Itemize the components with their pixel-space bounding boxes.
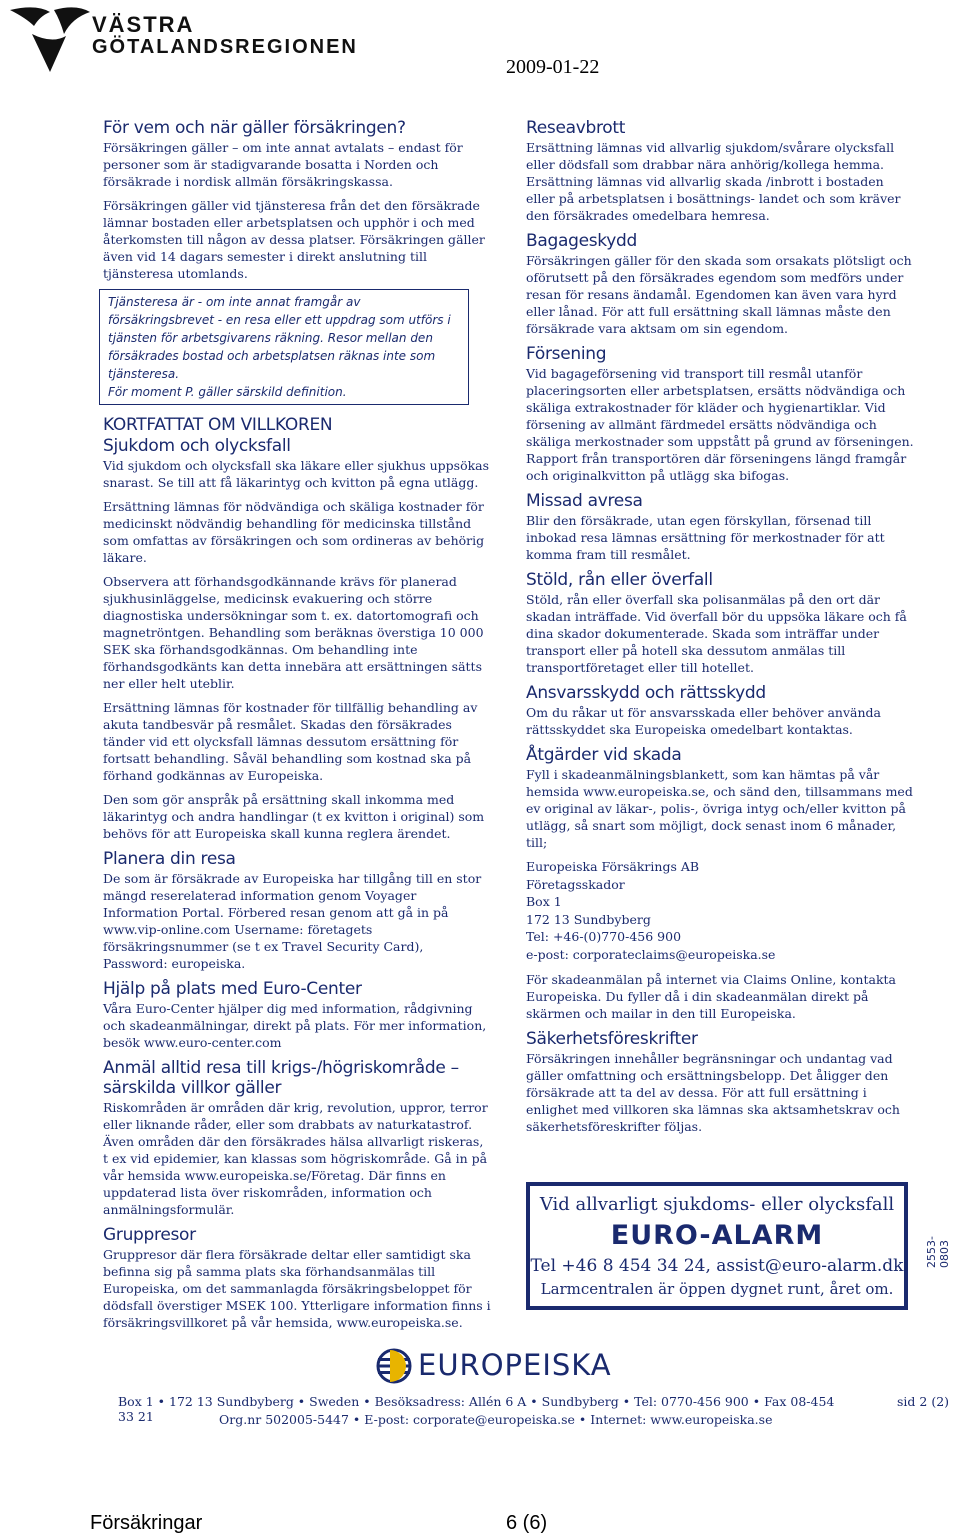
address-line: Europeiska Försäkrings AB — [526, 859, 700, 874]
paragraph: Försäkringen innehåller begränsningar och undantag vad gäller omfattning och ersättningsbelopp. Det åligger den försäkrade att ta del av dessa. För att full ersättning i enlighet med villkoren ska lämnas ska aktsamhetskrav och säkerhetsföreskrifter följas. — [526, 1051, 900, 1134]
definition-text: Tjänsteresa är - om inte annat framgår av försäkringsbrevet - en resa eller ett uppdrag som utförs i tjänsten för arbetsgivarens räkning. Resor mellan den försäkrades bostad och arbetsplatsen räknas inte som tjänsteresa. — [108, 295, 451, 381]
emergency-contact: Tel +46 8 454 34 24, assist@euro-alarm.dk — [530, 1256, 904, 1276]
footer-title: Försäkringar — [90, 1512, 203, 1534]
left-column — [103, 118, 491, 1338]
paragraph: Riskområden är områden där krig, revolution, uppror, terror eller liknande råder, eller som drabbats av naturkatastrof. Även områden där den försäkrades hälsa allvarligt riskeras, t ex vid epidemier, kan klassas som högriskområde. Gå in på vår hemsida www.europeiska.se/Företag. Där finns en uppdaterad lista över riskområden, information och anmälningsformulär. — [103, 1100, 488, 1217]
paragraph: Vid bagageförsening vid transport till resmål utanför placeringsorten eller arbetsplatsen, ersätts nödvändiga och skäliga extrakostnader för kläder och hygienartiklar. Vid försening av allmänt färdmedel ersätts nödvändiga och skäliga merkostnader som uppstått på grund av förseningen. Rapport från transportören där förseningens längd framgår och originalkvitton på utlägg ska bifogas. — [526, 366, 914, 483]
euro-alarm-logo — [530, 1220, 904, 1251]
section-title: Hjälp på plats med Euro-Center — [103, 979, 362, 999]
paragraph: Fyll i skadeanmälningsblankett, som kan hämtas på vår hemsida www.europeiska.se, och sänd den, tillsammans med ev original av läkar-, polis-, övriga intyg och/eller kvitton på utlägg, så snart som möjligt, dock senast inom 6 månader, till; — [526, 767, 913, 850]
section-title: KORTFATTAT OM VILLKOREN — [103, 415, 333, 435]
section-title: Säkerhetsföreskrifter — [526, 1029, 698, 1049]
address-email: e-post: corporateclaims@europeiska.se — [526, 946, 776, 962]
emergency-title: Vid allvarligt sjukdoms- eller olycksfall — [539, 1194, 895, 1215]
page-number: 6 (6) — [506, 1512, 548, 1534]
definition-note: För moment P. gäller särskild definition. — [108, 385, 347, 399]
paragraph: Om du råkar ut för ansvarsskada eller behöver använda rättsskyddet ska Europeiska omedelbart kontaktas. — [526, 705, 881, 737]
company-contact: Org.nr 502005-5447 • E-post: corporate@europeiska.se • Internet: www.europeiska.se — [219, 1412, 773, 1427]
paragraph: Gruppresor där flera försäkrade deltar eller samtidigt ska befinna sig på samma plats ska förhandsanmälas till Europeiska, om det sammanlagda försäkringsbeloppet för dödsfall överstiger MSEK 100. Ytterligare information finns i försäkringsvillkoret på vår hemsida, www.europeiska.se. — [103, 1247, 491, 1330]
brand-part-b: -ALARM — [699, 1220, 824, 1251]
paragraph: Ersättning lämnas för nödvändiga och skäliga kostnader för medicinskt nödvändig behandling för medicinska tillstånd som omfattas av försäkringen och som ordineras av behörig läkare. — [103, 499, 485, 565]
section-title: Åtgärder vid skada — [526, 745, 682, 765]
emergency-box — [526, 1182, 908, 1310]
inner-page-number: sid 2 (2) — [897, 1394, 950, 1409]
section-title: Gruppresor — [103, 1225, 196, 1245]
section-title: Försening — [526, 344, 607, 364]
definition-box — [99, 289, 469, 405]
document-code: 2553-0803 — [925, 1236, 951, 1268]
paragraph: Försäkringen gäller – om inte annat avtalats – endast för personer som är stadigvarande bosatta i Norden och försäkrade i nordisk allmän försäkringskassa. — [103, 140, 463, 189]
company-name: EUROPEISKA — [418, 1348, 612, 1382]
paragraph: De som är försäkrade av Europeiska har tillgång till en stor mängd reserelaterad information genom Voyager Information Portal. Förbered resan genom att gå in på www.vip-online.com Username: företagets försäkringsnummer (se t ex Travel Security Card), Password: europeiska. — [103, 871, 482, 971]
paragraph: Den som gör anspråk på ersättning skall inkomma med läkarintyg och andra handlingar (t ex kvitton i original) som behövs för att Europeiska skall kunna reglera ärendet. — [103, 792, 485, 841]
paragraph: Ersättning lämnas vid allvarlig sjukdom/svårare olycksfall eller dödsfall som drabbar nära anhörig/kollega hemma. Ersättning lämnas vid allvarlig skada /inbrott i bostaden eller på arbetsplatsen i bosättnings- landet och som kräver den försäkrades omedelbara hemresa. — [526, 140, 901, 223]
section-title: För vem och när gäller försäkringen? — [103, 118, 406, 138]
address-line: Box 1 — [526, 894, 562, 909]
document-date: 2009-01-22 — [506, 56, 600, 78]
paragraph: Försäkringen gäller vid tjänsteresa från det den försäkrade lämnar bostaden eller arbetsplatsen och upphör i och med återkomsten till någon av dessa platser. Försäkringen gäller även vid 14 dagars semester i direkt anslutning till tjänsteresa utomlands. — [103, 198, 485, 281]
address-line: Företagsskador — [526, 876, 625, 892]
paragraph: Våra Euro-Center hjälper dig med information, rådgivning och skadeanmälningar, direkt på plats. För mer information, besök www.euro-center.com — [103, 1001, 487, 1050]
paragraph: Observera att förhandsgodkännande krävs för planerad sjukhusinläggelse, medicinsk evakuering och större diagnostiska undersökningar som t. ex. datortomografi och magnetröntgen. Behandling som beräknas överstiga 10 000 SEK ska förhandsgodkännas. Om behandling inte förhandsgodkänts kan detta innebära att ersättningen sätts ner eller helt uteblir. — [103, 574, 484, 691]
address-line: 172 13 Sundbyberg — [526, 911, 651, 927]
vgr-logo-icon — [6, 4, 92, 74]
brand-part-a: EURO — [610, 1220, 700, 1251]
logo-text-line2: GÖTALANDSREGIONEN — [92, 36, 358, 58]
section-title: Ansvarsskydd och rättsskydd — [526, 683, 766, 703]
section-title: Missad avresa — [526, 491, 643, 511]
section-title: Reseavbrott — [526, 118, 626, 138]
paragraph: Stöld, rån eller överfall ska polisanmälas på den ort där skadan inträffade. Vid överfall bör du uppsöka läkare och få dina skador dokumenterade. Skada som inträffar under transport eller på hotell ska dessutom anmälas till transportföretaget eller till hotellet. — [526, 592, 907, 675]
section-title: Bagageskydd — [526, 231, 637, 251]
europeiska-logo-icon — [376, 1348, 412, 1384]
paragraph: För skadeanmälan på internet via Claims Online, kontakta Europeiska. Du fyller då i din skadeanmälan direkt på skärmen och mailar in den till Europeiska. — [526, 972, 897, 1021]
paragraph: Vid sjukdom och olycksfall ska läkare eller sjukhus uppsökas snarast. Se till att få läkarintyg och kvitton på egna utlägg. — [103, 458, 490, 490]
paragraph: Blir den försäkrade, utan egen förskyllan, försenad till inbokad resa lämnas ersättning för merkostnader för att komma fram till resmålet. — [526, 513, 885, 562]
emergency-note: Larmcentralen är öppen dygnet runt, året om. — [540, 1280, 894, 1298]
section-title: Planera din resa — [103, 849, 236, 869]
claims-address — [526, 858, 916, 963]
paragraph: Ersättning lämnas för kostnader för tillfällig behandling av akuta tandbesvär på resmålet. Skadas den försäkrades tänder vid ett olycksfall lämnas dessutom ersättning för fortsatt behandling. Såväl behandling som kostnad ska på förhand godkännas av Europeiska. — [103, 700, 478, 783]
section-title: Sjukdom och olycksfall — [103, 436, 291, 456]
paragraph: Försäkringen gäller för den skada som orsakats plötsligt och oförutsett på den försäkrades egendom som medförs under resan för resans ändamål. Egendomen kan även vara hyrd eller lånad. För att full ersättning skall lämnas måste den försäkrade vara aktsam om sin egendom. — [526, 253, 912, 336]
section-title: Stöld, rån eller överfall — [526, 570, 713, 590]
section-title: Anmäl alltid resa till krigs-/högriskområde – särskilda villkor gäller — [103, 1058, 459, 1098]
right-column — [526, 118, 916, 1142]
company-address: Box 1 • 172 13 Sundbyberg • Sweden • Besöksadress: Allén 6 A • Sundbyberg • Tel: 0770-456 900 • Fax 08-454 33 21 — [118, 1394, 835, 1424]
logo-text-line1: VÄSTRA — [92, 12, 195, 37]
address-phone: Tel: +46-(0)770-456 900 — [526, 929, 682, 944]
